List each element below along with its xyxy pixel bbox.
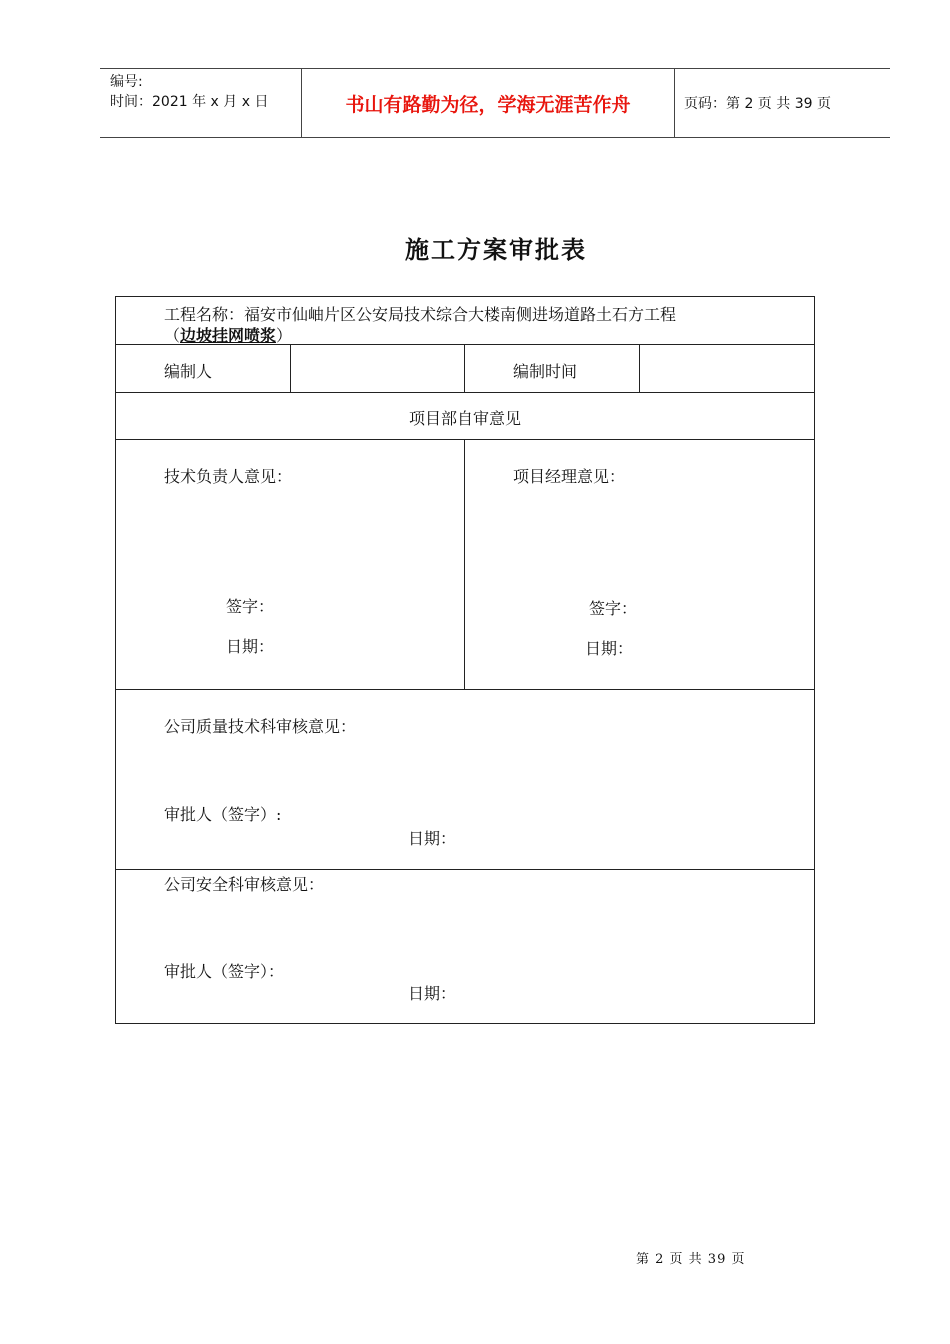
pm-sign-label: 签字： [589, 599, 638, 618]
pm-opinion-label: 项目经理意见： [513, 467, 626, 486]
header-page-info: 页码：第 2 页 共 39 页 [684, 96, 831, 112]
page-header [100, 68, 890, 138]
quality-opinion-label: 公司质量技术科审核意见： [164, 717, 357, 736]
preparer-label: 编制人 [164, 362, 213, 381]
safety-date-label: 日期： [408, 984, 457, 1003]
quality-date-label: 日期： [408, 829, 457, 848]
tech-lead-date-label: 日期： [226, 637, 275, 656]
column-divider [639, 344, 640, 392]
approval-form-table [115, 296, 815, 1024]
header-motto: 书山有路勤为径，学海无涯苦作舟 [302, 69, 675, 137]
safety-opinion-label: 公司安全科审核意见： [164, 875, 325, 894]
document-title: 施工方案审批表 [405, 235, 587, 264]
self-review-heading: 项目部自审意见 [408, 409, 521, 428]
row-divider [116, 439, 814, 440]
paren-close: ） [276, 326, 293, 345]
page-footer: 第 2 页 共 39 页 [636, 1252, 746, 1267]
paren-open: （ [164, 326, 181, 345]
row-divider [116, 869, 814, 870]
project-scope [164, 323, 292, 346]
column-divider [464, 344, 465, 392]
pm-date-label: 日期： [585, 639, 634, 658]
tech-lead-sign-label: 签字： [226, 597, 275, 616]
project-scope-text: 边坡挂网喷浆 [180, 326, 277, 345]
quality-approver-label: 审批人（签字）: [164, 805, 282, 824]
header-meta-cell [100, 69, 302, 137]
row-divider [116, 689, 814, 690]
column-divider [464, 439, 465, 689]
document-number-label: 编号: [110, 74, 143, 90]
prep-time-label: 编制时间 [513, 362, 578, 381]
row-divider [116, 392, 814, 393]
safety-approver-label: 审批人（签字）： [164, 962, 285, 981]
tech-lead-opinion-label: 技术负责人意见： [164, 467, 293, 486]
document-date-label: 时间：2021 年 x 月 x 日 [110, 94, 269, 110]
project-name-label: 工程名称：福安市仙岫片区公安局技术综合大楼南侧进场道路土石方工程 [164, 305, 677, 324]
column-divider [290, 344, 291, 392]
